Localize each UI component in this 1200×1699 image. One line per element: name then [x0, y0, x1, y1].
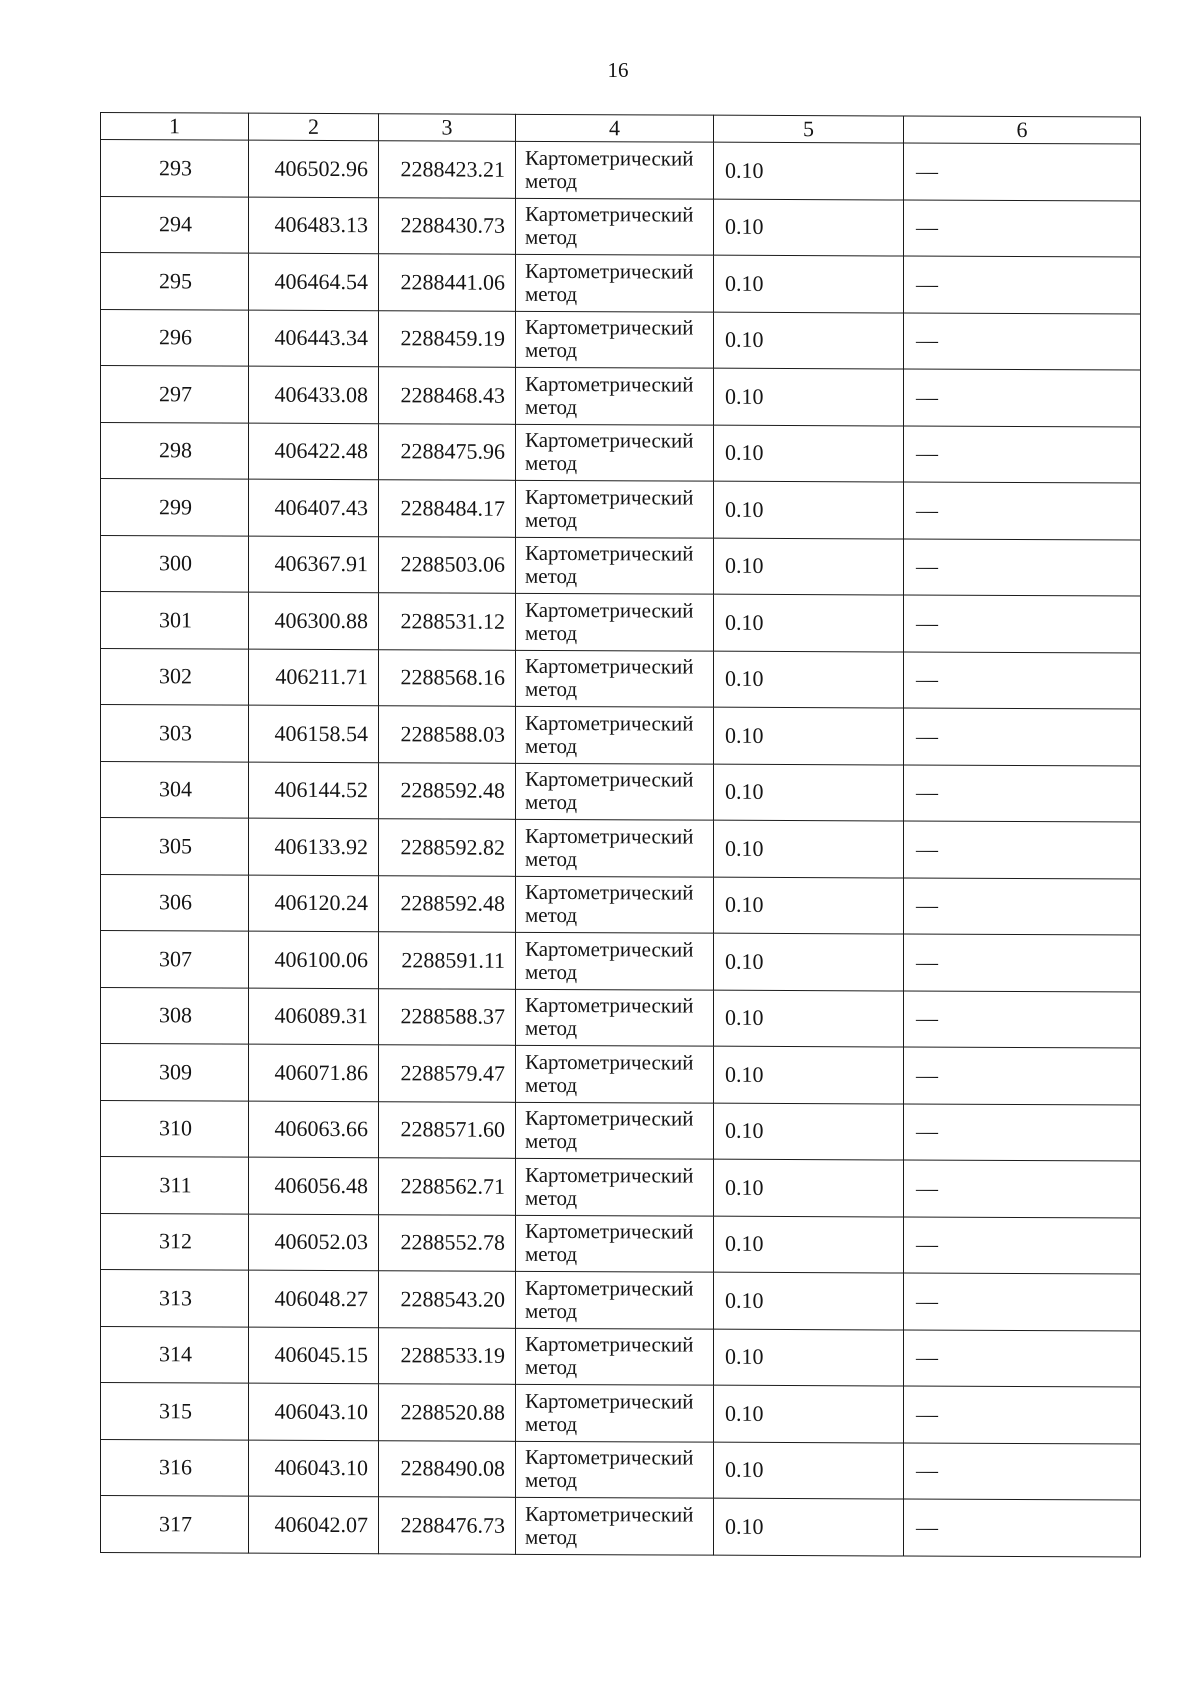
method-line-1: Картометрический — [525, 597, 694, 623]
note-cell: — — [904, 595, 1141, 653]
header-col-2: 2 — [249, 113, 379, 141]
point-number-cell: 297 — [101, 366, 249, 423]
method-cell — [516, 1215, 714, 1272]
point-number-cell: 309 — [101, 1044, 249, 1101]
method-line-1: Картометрический — [525, 484, 694, 510]
accuracy-cell: 0.10 — [714, 1385, 904, 1442]
note-cell: — — [904, 934, 1141, 992]
point-number-cell: 307 — [101, 931, 249, 988]
method-cell — [516, 1384, 714, 1441]
method-line-2: метод — [525, 1468, 578, 1493]
accuracy-cell: 0.10 — [714, 312, 904, 369]
accuracy-cell: 0.10 — [714, 1046, 904, 1103]
table-row — [101, 818, 1141, 879]
x-coordinate-cell: 406043.10 — [249, 1383, 379, 1440]
method-cell — [516, 763, 714, 820]
header-col-1: 1 — [101, 113, 249, 141]
method-line-2: метод — [525, 168, 578, 193]
accuracy-cell: 0.10 — [714, 255, 904, 312]
point-number-cell: 301 — [101, 592, 249, 649]
y-coordinate-cell: 2288591.11 — [379, 932, 516, 989]
x-coordinate-cell: 406100.06 — [249, 931, 379, 988]
accuracy-cell: 0.10 — [714, 1442, 904, 1499]
y-coordinate-cell: 2288468.43 — [379, 367, 516, 424]
point-number-cell: 317 — [101, 1496, 249, 1553]
point-number-cell: 304 — [101, 761, 249, 818]
accuracy-cell: 0.10 — [714, 1329, 904, 1386]
y-coordinate-cell: 2288490.08 — [379, 1440, 516, 1497]
table-row — [101, 874, 1141, 935]
method-cell — [516, 1441, 714, 1498]
note-cell: — — [904, 143, 1141, 201]
note-cell: — — [904, 1443, 1141, 1501]
method-line-1: Картометрический — [525, 710, 694, 736]
note-cell: — — [904, 708, 1141, 766]
x-coordinate-cell: 406211.71 — [249, 649, 379, 706]
x-coordinate-cell: 406144.52 — [249, 762, 379, 819]
method-line-1: Картометрический — [525, 1445, 694, 1470]
table-row — [101, 1270, 1141, 1331]
table-row — [101, 479, 1141, 540]
x-coordinate-cell: 406133.92 — [249, 818, 379, 875]
page-number: 16 — [607, 58, 629, 82]
method-line-1: Картометрический — [525, 1106, 694, 1131]
note-cell: — — [904, 1104, 1141, 1162]
method-line-1: Картометрический — [525, 993, 694, 1018]
method-line-1: Картометрический — [525, 145, 694, 171]
method-line-2: метод — [525, 225, 578, 250]
x-coordinate-cell: 406158.54 — [249, 705, 379, 762]
method-line-1: Картометрический — [525, 767, 694, 792]
method-line-2: метод — [525, 1129, 578, 1154]
x-coordinate-cell: 406052.03 — [249, 1214, 379, 1271]
x-coordinate-cell: 406367.91 — [249, 536, 379, 593]
point-number-cell: 306 — [101, 874, 249, 931]
method-line-2: метод — [525, 620, 578, 645]
x-coordinate-cell: 406089.31 — [249, 988, 379, 1045]
method-line-2: метод — [525, 846, 578, 871]
note-cell: — — [904, 652, 1141, 710]
table-row — [101, 1157, 1141, 1218]
method-line-2: метод — [525, 677, 578, 702]
accuracy-cell: 0.10 — [714, 142, 904, 199]
note-cell: — — [904, 991, 1141, 1049]
method-cell — [516, 537, 714, 594]
y-coordinate-cell: 2288568.16 — [379, 649, 516, 706]
method-cell — [516, 706, 714, 763]
method-line-1: Картометрический — [525, 823, 694, 849]
note-cell: — — [904, 1047, 1141, 1105]
table-row — [101, 761, 1141, 822]
x-coordinate-cell: 406443.34 — [249, 310, 379, 367]
table-row — [101, 422, 1141, 483]
method-cell — [516, 650, 714, 707]
method-cell — [516, 198, 714, 255]
table-row — [101, 196, 1141, 257]
x-coordinate-cell: 406120.24 — [249, 875, 379, 932]
method-line-1: Картометрический — [525, 1162, 694, 1188]
method-cell — [516, 1045, 714, 1102]
method-line-2: метод — [525, 1185, 578, 1210]
accuracy-cell: 0.10 — [714, 1216, 904, 1273]
y-coordinate-cell: 2288588.03 — [379, 706, 516, 763]
x-coordinate-cell: 406063.66 — [249, 1101, 379, 1158]
point-number-cell: 308 — [101, 987, 249, 1044]
note-cell: — — [904, 1499, 1141, 1557]
point-number-cell: 316 — [101, 1439, 249, 1496]
method-line-2: метод — [525, 1242, 578, 1267]
y-coordinate-cell: 2288533.19 — [379, 1327, 516, 1384]
note-cell: — — [904, 482, 1141, 540]
method-line-2: метод — [525, 1355, 578, 1380]
point-number-cell: 313 — [101, 1270, 249, 1327]
method-cell — [516, 1158, 714, 1215]
method-cell — [516, 1497, 714, 1554]
table-row — [101, 366, 1141, 427]
y-coordinate-cell: 2288459.19 — [379, 310, 516, 367]
x-coordinate-cell: 406042.07 — [249, 1496, 379, 1553]
method-line-1: Картометрический — [525, 1049, 694, 1075]
note-cell: — — [904, 426, 1141, 484]
note-cell: — — [904, 539, 1141, 597]
accuracy-cell: 0.10 — [714, 1103, 904, 1160]
method-cell — [516, 1328, 714, 1385]
table-row — [101, 1383, 1141, 1444]
table-row — [101, 1100, 1141, 1161]
method-line-2: метод — [525, 1016, 578, 1041]
y-coordinate-cell: 2288592.82 — [379, 819, 516, 876]
method-line-2: метод — [525, 394, 578, 419]
method-line-2: метод — [525, 281, 578, 306]
table-row — [101, 1213, 1141, 1274]
note-cell: — — [904, 1160, 1141, 1218]
method-line-1: Картометрический — [525, 428, 694, 453]
method-cell — [516, 1271, 714, 1328]
accuracy-cell: 0.10 — [714, 820, 904, 877]
method-line-2: метод — [525, 1298, 578, 1323]
x-coordinate-cell: 406483.13 — [249, 197, 379, 254]
note-cell: — — [904, 256, 1141, 314]
accuracy-cell: 0.10 — [714, 1272, 904, 1329]
accuracy-cell: 0.10 — [714, 1498, 904, 1555]
method-line-1: Картометрический — [525, 1332, 694, 1357]
method-cell — [516, 1102, 714, 1159]
point-number-cell: 299 — [101, 479, 249, 536]
table-row — [101, 1496, 1141, 1557]
point-number-cell: 296 — [101, 309, 249, 366]
header-col-3: 3 — [379, 114, 516, 142]
accuracy-cell: 0.10 — [714, 764, 904, 821]
method-cell — [516, 480, 714, 537]
method-cell — [516, 311, 714, 368]
y-coordinate-cell: 2288571.60 — [379, 1101, 516, 1158]
method-line-2: метод — [525, 1072, 578, 1097]
method-line-2: метод — [525, 451, 578, 476]
accuracy-cell: 0.10 — [714, 594, 904, 651]
accuracy-cell: 0.10 — [714, 707, 904, 764]
method-cell — [516, 424, 714, 481]
y-coordinate-cell: 2288552.78 — [379, 1214, 516, 1271]
y-coordinate-cell: 2288441.06 — [379, 254, 516, 311]
note-cell: — — [904, 313, 1141, 371]
accuracy-cell: 0.10 — [714, 1159, 904, 1216]
method-cell — [516, 141, 714, 198]
accuracy-cell: 0.10 — [714, 877, 904, 934]
table-body — [101, 140, 1141, 1557]
table-row — [101, 535, 1141, 596]
method-cell — [516, 593, 714, 650]
table-row — [101, 253, 1141, 314]
table-row — [101, 592, 1141, 653]
x-coordinate-cell: 406422.48 — [249, 423, 379, 480]
x-coordinate-cell: 406407.43 — [249, 479, 379, 536]
header-col-4: 4 — [516, 114, 714, 142]
table-row — [101, 1439, 1141, 1500]
accuracy-cell: 0.10 — [714, 368, 904, 425]
method-line-2: метод — [525, 1411, 578, 1436]
table-row — [101, 1044, 1141, 1105]
point-number-cell: 314 — [101, 1326, 249, 1383]
method-line-1: Картометрический — [525, 541, 694, 566]
x-coordinate-cell: 406502.96 — [249, 140, 379, 197]
accuracy-cell: 0.10 — [714, 199, 904, 256]
method-line-1: Картометрический — [525, 1388, 694, 1414]
y-coordinate-cell: 2288484.17 — [379, 480, 516, 537]
method-line-1: Картометрический — [525, 1275, 694, 1301]
method-line-1: Картометрический — [525, 1219, 694, 1244]
method-line-1: Картометрический — [525, 202, 694, 227]
method-line-1: Картометрический — [525, 936, 694, 962]
x-coordinate-cell: 406464.54 — [249, 253, 379, 310]
method-cell — [516, 819, 714, 876]
y-coordinate-cell: 2288592.48 — [379, 875, 516, 932]
y-coordinate-cell: 2288423.21 — [379, 141, 516, 198]
note-cell: — — [904, 1330, 1141, 1388]
point-number-cell: 294 — [101, 196, 249, 253]
y-coordinate-cell: 2288475.96 — [379, 423, 516, 480]
accuracy-cell: 0.10 — [714, 481, 904, 538]
method-cell — [516, 989, 714, 1046]
method-line-1: Картометрический — [525, 880, 694, 905]
y-coordinate-cell: 2288476.73 — [379, 1497, 516, 1554]
method-line-1: Картометрический — [525, 315, 694, 340]
y-coordinate-cell: 2288531.12 — [379, 593, 516, 650]
note-cell: — — [904, 1217, 1141, 1275]
header-col-5: 5 — [714, 115, 904, 143]
note-cell: — — [904, 200, 1141, 258]
coordinates-table — [100, 112, 1141, 1557]
point-number-cell: 298 — [101, 422, 249, 479]
point-number-cell: 295 — [101, 253, 249, 310]
method-cell — [516, 254, 714, 311]
method-line-1: Картометрический — [525, 654, 694, 679]
point-number-cell: 305 — [101, 818, 249, 875]
y-coordinate-cell: 2288503.06 — [379, 536, 516, 593]
header-col-6: 6 — [904, 116, 1141, 144]
method-line-2: метод — [525, 564, 578, 589]
method-line-2: метод — [525, 1524, 578, 1549]
table-row — [101, 987, 1141, 1048]
y-coordinate-cell: 2288579.47 — [379, 1045, 516, 1102]
accuracy-cell: 0.10 — [714, 990, 904, 1047]
x-coordinate-cell: 406300.88 — [249, 592, 379, 649]
accuracy-cell: 0.10 — [714, 425, 904, 482]
x-coordinate-cell: 406056.48 — [249, 1157, 379, 1214]
y-coordinate-cell: 2288562.71 — [379, 1158, 516, 1215]
method-line-1: Картометрический — [525, 371, 694, 397]
method-line-2: метод — [525, 338, 578, 363]
y-coordinate-cell: 2288543.20 — [379, 1271, 516, 1328]
accuracy-cell: 0.10 — [714, 933, 904, 990]
table-row — [101, 705, 1141, 766]
y-coordinate-cell: 2288592.48 — [379, 762, 516, 819]
method-cell — [516, 876, 714, 933]
method-line-1: Картометрический — [525, 1501, 694, 1527]
accuracy-cell: 0.10 — [714, 651, 904, 708]
point-number-cell: 293 — [101, 140, 249, 197]
method-line-2: метод — [525, 507, 578, 532]
table-row — [101, 931, 1141, 992]
method-line-2: метод — [525, 790, 578, 815]
y-coordinate-cell: 2288430.73 — [379, 197, 516, 254]
y-coordinate-cell: 2288520.88 — [379, 1384, 516, 1441]
table-row — [101, 309, 1141, 370]
point-number-cell: 315 — [101, 1383, 249, 1440]
table-row — [101, 140, 1141, 201]
note-cell: — — [904, 821, 1141, 879]
y-coordinate-cell: 2288588.37 — [379, 988, 516, 1045]
point-number-cell: 312 — [101, 1213, 249, 1270]
table-row — [101, 1326, 1141, 1387]
point-number-cell: 302 — [101, 648, 249, 705]
table-row — [101, 648, 1141, 709]
x-coordinate-cell: 406045.15 — [249, 1327, 379, 1384]
point-number-cell: 310 — [101, 1100, 249, 1157]
note-cell: — — [904, 878, 1141, 936]
point-number-cell: 303 — [101, 705, 249, 762]
method-line-1: Картометрический — [525, 258, 694, 284]
method-line-2: метод — [525, 903, 578, 928]
accuracy-cell: 0.10 — [714, 538, 904, 595]
point-number-cell: 300 — [101, 535, 249, 592]
note-cell: — — [904, 369, 1141, 427]
x-coordinate-cell: 406043.10 — [249, 1440, 379, 1497]
x-coordinate-cell: 406048.27 — [249, 1270, 379, 1327]
note-cell: — — [904, 1273, 1141, 1331]
method-line-2: метод — [525, 733, 578, 758]
method-line-2: метод — [525, 959, 578, 984]
x-coordinate-cell: 406433.08 — [249, 366, 379, 423]
method-cell — [516, 367, 714, 424]
note-cell: — — [904, 1386, 1141, 1444]
point-number-cell: 311 — [101, 1157, 249, 1214]
note-cell: — — [904, 765, 1141, 823]
method-cell — [516, 932, 714, 989]
x-coordinate-cell: 406071.86 — [249, 1044, 379, 1101]
